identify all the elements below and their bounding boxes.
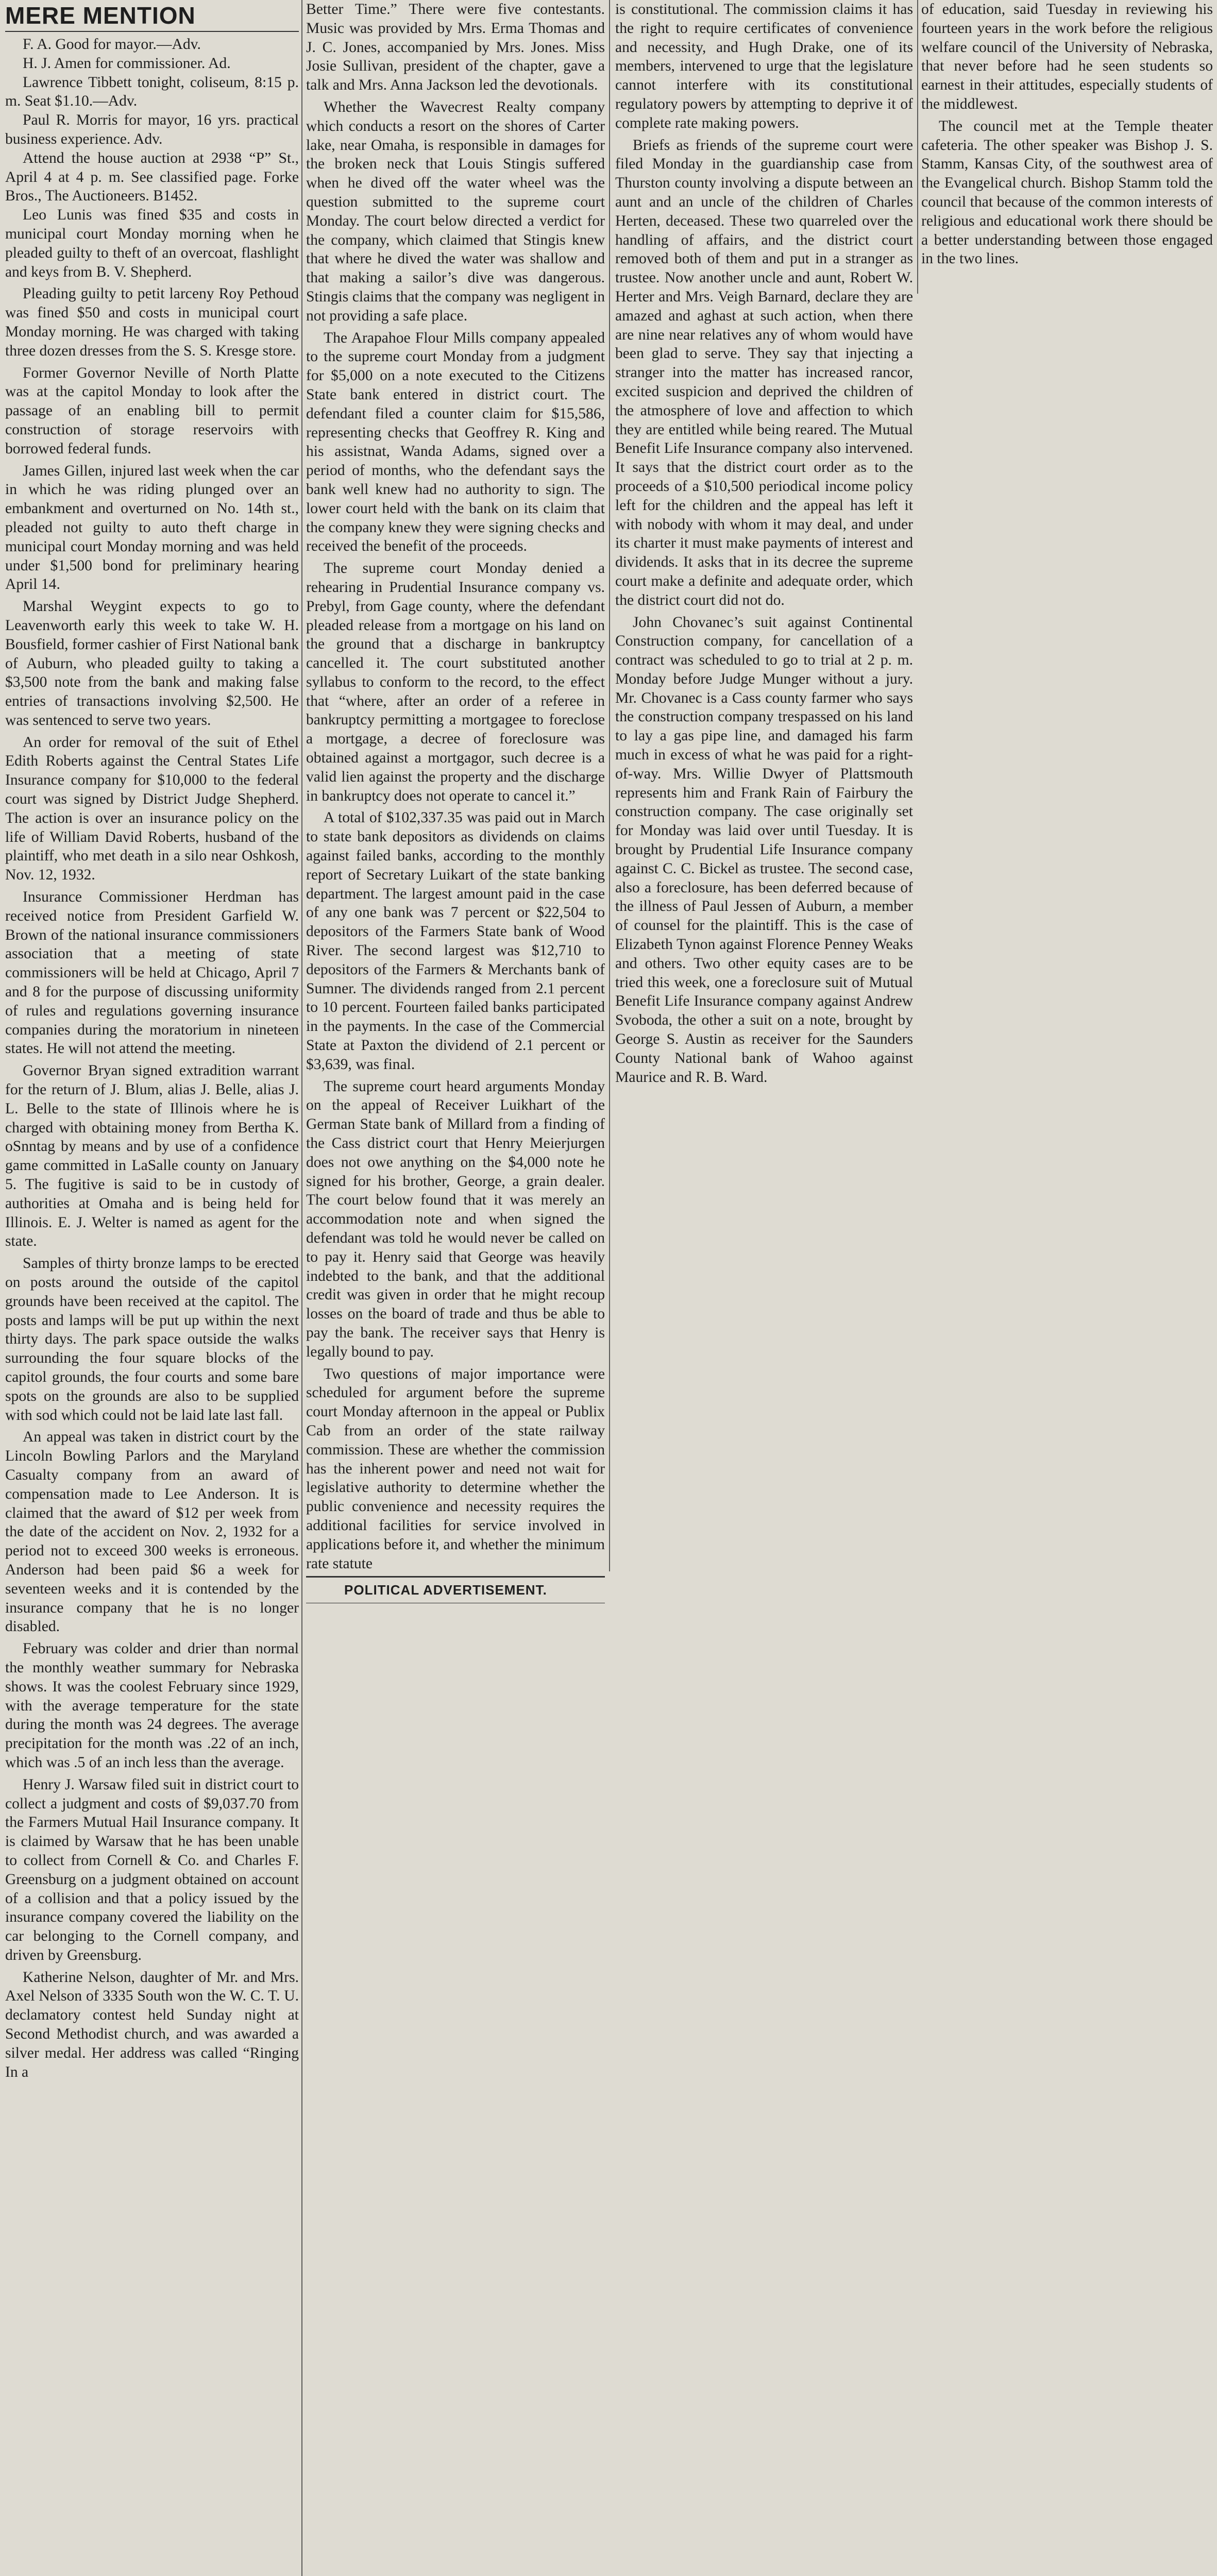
news-item: Attend the house auction at 2938 “P” St., April 4 at 4 p. m. See classified page. Forke Bros., The Auctioneers. B1452. bbox=[5, 149, 299, 205]
news-item: The supreme court heard arguments Monday on the appeal of Receiver Luikhart of the German State bank of Millard from a finding of the Cass district court that Henry Meierjurgen does not owe anything on the $4,000 note he signed for his brother, George, a grain dealer. The court below found that it was merely an accommodation note and when signed the defendant was told he would never be called on to pay it. Henry said that George was heavily indebted to the bank, and that the additional credit was given in order that he might recoup losses on the board of trade and thus be able to pay the bank. The receiver says that Henry is legally bound to pay. bbox=[306, 1078, 605, 1360]
column-rule bbox=[609, 0, 610, 1571]
section-headline: MERE MENTION bbox=[5, 0, 299, 32]
news-item: Two questions of major importance were scheduled for argument before the supreme court Monday afternoon in the appeal or Publix Cab from an order of the state railway commission. These are whether the commission has the inherent power and need not wait for legislative authority to determine whether the public convenience and necessity requires the additional facilities for service involved in applications before it, and whether the minimum rate statute bbox=[306, 1365, 605, 1572]
news-item: Better Time.” There were five contestants. Music was provided by Mrs. Erma Thomas and J. C. Jones, accompanied by Mrs. Jones. Miss Josie Sullivan, president of the chapter, gave a talk and Mrs. Anna Jackson led the devotionals. bbox=[306, 1, 605, 94]
news-item: Briefs as friends of the supreme court were filed Monday in the guardianship case from Thurston county involving a dispute between an aunt and an uncle of the children of Charles Herten, deceased. These two quarreled over the handling of affairs, and the district court removed both of them and put in a stranger as trustee. Now another uncle and aunt, Robert W. Herter and Mrs. Veigh Barnard, declare they are amazed and aghast at such action, when there are nine near relatives any of whom would have been glad to serve. They say that injecting a stranger into the matter has increased rancor, excited suspicion and deprived the children of the atmosphere of love and affection to which they are entitled while being reared. The Mutual Benefit Life Insurance company also intervened. It says that the district court order as to the proceeds of a $10,500 periodical income policy left for the children and the appeal has left it with nobody with whom it may deal, and under its charter it must make payments of interest and dividends. It asks that in its decree the supreme court make a definite and adequate order, which the district court did not do. bbox=[615, 137, 913, 608]
column-3 bbox=[615, 0, 913, 1090]
news-item: A total of $102,337.35 was paid out in March to state bank depositors as dividends on claims against failed banks, according to the monthly report of Secretary Luikart of the state banking department. The largest amount paid in the case of any one bank was 7 percent or $22,504 to depositors of the Farmers State bank of Wood River. The second largest was $12,710 to depositors of the Farmers & Merchants bank of Sumner. The dividends ranged from 2.1 percent to 10 percent. Fourteen failed banks participated in the payments. In the case of the Commercial State at Paxton the dividend of 2.1 percent or $3,639, was final. bbox=[306, 809, 605, 1073]
political-advertisement-label: POLITICAL ADVERTISEMENT. bbox=[306, 1576, 605, 1603]
column-rule bbox=[917, 0, 918, 294]
column-4 bbox=[921, 0, 1213, 272]
news-item: James Gillen, injured last week when the car in which he was riding plunged over an embankment and overturned on No. 14th st., pleaded not guilty to auto theft charge in municipal court Monday morning and was held under $1,500 bond for preliminary hearing April 14. bbox=[5, 462, 299, 593]
column-2 bbox=[306, 0, 605, 1606]
column-1 bbox=[5, 0, 299, 2084]
news-item: February was colder and drier than normal the monthly weather summary for Nebraska shows. It was the coolest February since 1929, with the average temperature for the state during the month was 24 degrees. The average precipitation for the month was .22 of an inch, which was .5 of an inch less than the average. bbox=[5, 1640, 299, 1771]
news-item: The supreme court Monday denied a rehearing in Prudential Insurance company vs. Prebyl, from Gage county, where the defendant pleaded release from a mortgage on his land on the ground that a discharge in bankruptcy cancelled it. The court substituted another syllabus to conform to the record, to the effect that “where, after an order of a referee in bankruptcy permitting a mortgagee to foreclose a mortgage, a decree of foreclosure was obtained against a mortgagor, such decree is a valid lien against the property and the discharge in bankruptcy does not operate to cancel it.” bbox=[306, 560, 605, 804]
news-item: Leo Lunis was fined $35 and costs in municipal court Monday morning when he pleaded guilty to theft of an overcoat, flashlight and keys from B. V. Shepherd. bbox=[5, 207, 299, 280]
news-item: Pleading guilty to petit larceny Roy Pethoud was fined $50 and costs in municipal court Monday morning. He was charged with taking three dozen dresses from the S. S. Kresge store. bbox=[5, 285, 299, 359]
news-item: Henry J. Warsaw filed suit in district court to collect a judgment and costs of $9,037.70 from the Farmers Mutual Hail Insurance company. It is claimed by Warsaw that he has been unable to collect from Cornell & Co. and Charles F. Greensburg on a judgment obtained on account of a collision and that a policy issued by the insurance company covered the liability on the car belonging to the Cornell company, and driven by Greensburg. bbox=[5, 1776, 299, 1963]
news-item: An appeal was taken in district court by the Lincoln Bowling Parlors and the Maryland Casualty company from an award of compensation made to Lee Anderson. It is claimed that the award of $12 per week from the date of the accident on Nov. 2, 1932 for a period not to exceed 300 weeks is erroneous. Anderson had been paid $6 a week for seventeen weeks and it is contended by the insurance company that he is no longer disabled. bbox=[5, 1429, 299, 1635]
news-item: The Arapahoe Flour Mills company appealed to the supreme court Monday from a judgment for $5,000 on a note executed to the Citizens State bank entered in district court. The defendant filed a counter claim for $15,586, representing checks that Geoffrey R. King and his assistnat, Wanda Adams, signed over a period of months, who the defendant says the bank well knew had no authority to sign. The lower court held with the bank on its claim that the company knew they were signing checks and received the benefit of the proceeds. bbox=[306, 329, 605, 555]
news-item: of education, said Tuesday in reviewing his fourteen years in the work before the religious welfare council of the University of Nebraska, that never before had he seen students so earnest in their attitudes, especially students of the middlewest. bbox=[921, 1, 1213, 112]
news-item: John Chovanec’s suit against Continental Construction company, for cancellation of a contract was scheduled to go to trial at 2 p. m. Monday before Judge Munger without a jury. Mr. Chovanec is a Cass county farmer who says the construction company trespassed on his land to lay a gas pipe line, and damaged his farm much in excess of what he was paid for a right-of-way. Mrs. Willie Dwyer of Plattsmouth represents him and Frank Rain of Fairbury the construction company. The case originally set for Monday was laid over until Tuesday. It is brought by Prudential Life Insurance company against C. C. Bickel as trustee. The second case, also a foreclosure, has been deferred because of the illness of Paul Jessen of Auburn, a member of counsel for the plaintiff. This is the case of Elizabeth Tynon against Florence Penney Weaks and others. Two other equity cases are to be tried this week, one a foreclosure suit of Mutual Benefit Life Insurance company against Andrew Svoboda, the other a suit on a note, brought by George S. Austin as receiver for the Saunders County National bank of Wahoo against Maurice and R. B. Ward. bbox=[615, 614, 913, 1086]
news-item: Governor Bryan signed extradition warrant for the return of J. Blum, alias J. Belle, alias J. L. Belle to the state of Illinois where he is charged with obtaining money from Bertha K. oSnntag by means and by use of a confidence game committed in LaSalle county on January 5. The fugitive is said to be in custody of authorities at Omaha and is being held for Illinois. E. J. Welter is named as agent for the state. bbox=[5, 1062, 299, 1250]
news-item: Former Governor Neville of North Platte was at the capitol Monday to look after the passage of an enabling bill to permit construction of storage reservoirs with borrowed federal funds. bbox=[5, 364, 299, 457]
news-item: H. J. Amen for commissioner. Ad. bbox=[23, 55, 231, 72]
news-item: Marshal Weygint expects to go to Leavenworth early this week to take W. H. Bousfield, former cashier of First National bank of Auburn, who pleaded guilty to taking a $3,500 note from the bank and making false entries of transactions involving $2,500. He was sentenced to serve two years. bbox=[5, 598, 299, 728]
news-item: Samples of thirty bronze lamps to be erected on posts around the outside of the capitol grounds have been received at the capitol. The posts and lamps will be put up within the next thirty days. The park space outside the walks surrounding the four square blocks of the capitol grounds, the four courts and some bare spots on the grounds are also to be supplied with sod which could not be laid late last fall. bbox=[5, 1255, 299, 1423]
news-item: Insurance Commissioner Herdman has received notice from President Garfield W. Brown of the national insurance commissioners association that a meeting of state commissioners will be held at Chicago, April 7 and 8 for the purpose of discussing uniformity of rules and regulations governing insurance companies during the moratorium in nineteen states. He will not attend the meeting. bbox=[5, 889, 299, 1057]
news-item: Whether the Wavecrest Realty company which conducts a resort on the shores of Carter lake, near Omaha, is responsible in damages for the broken neck that Louis Stingis suffered when he dived off the water wheel was the question submitted to the supreme court Monday. The court below directed a verdict for the company, which claimed that Stingis knew that where he dived the water was shallow and that making a sailor’s dive was dangerous. Stingis claims that the company was negligent in not providing a safe place. bbox=[306, 98, 605, 324]
news-item: Paul R. Morris for mayor, 16 yrs. practical business experience. Adv. bbox=[5, 112, 299, 147]
news-item: is constitutional. The commission claims it has the right to require certificates of convenience and necessity, and Hugh Drake, one of its members, intervened to urge that the legislature cannot interfere with its constitutional regulatory powers by attempting to deprive it of complete rate making powers. bbox=[615, 1, 913, 131]
news-item: F. A. Good for mayor.—Adv. bbox=[23, 36, 201, 53]
news-item: An order for removal of the suit of Ethel Edith Roberts against the Central States Life Insurance company for $10,000 to the federal court was signed by District Judge Shepherd. The action is over an insurance policy on the life of William David Roberts, husband of the plaintiff, who met death in a silo near Oshkosh, Nov. 12, 1932. bbox=[5, 734, 299, 884]
column-rule bbox=[301, 0, 302, 2576]
news-item: Lawrence Tibbett tonight, coliseum, 8:15 p. m. Seat $1.10.—Adv. bbox=[5, 74, 299, 110]
news-item: Katherine Nelson, daughter of Mr. and Mrs. Axel Nelson of 3335 South won the W. C. T. U. declamatory contest held Sunday night at Second Methodist church, and was awarded a silver medal. Her address was called “Ringing In a bbox=[5, 1969, 299, 2080]
news-item: The council met at the Temple theater cafeteria. The other speaker was Bishop J. S. Stamm, Kansas City, of the southwest area of the Evangelical church. Bishop Stamm told the council that because of the common interests of religious and educational work there should be a better understanding between those engaged in the two lines. bbox=[921, 117, 1213, 267]
